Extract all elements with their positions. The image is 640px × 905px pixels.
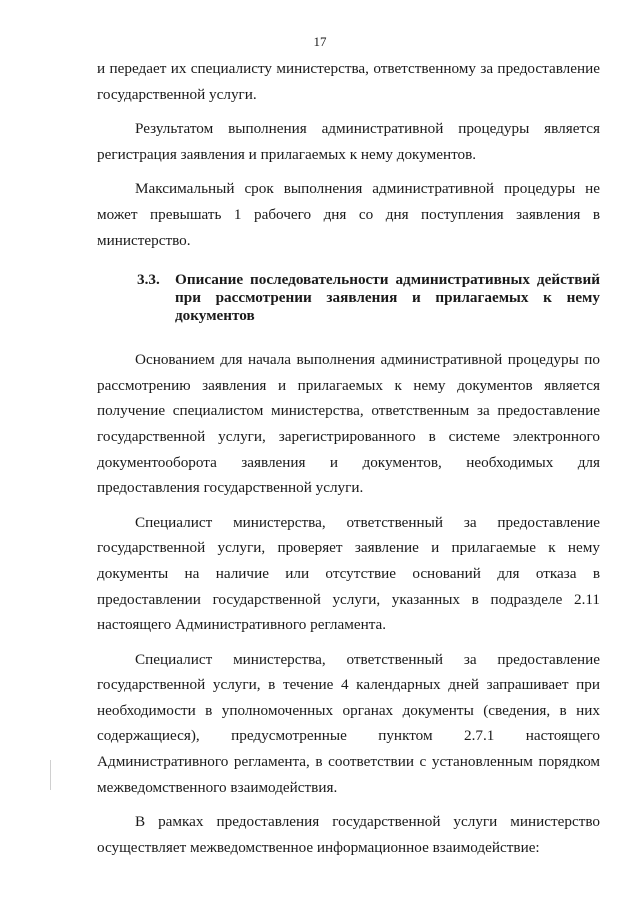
paragraph-7: В рамках предоставления государственной услуги министерство осуществляет межведомственное информационное взаимодействие: (97, 813, 600, 856)
section-heading (97, 271, 600, 325)
section-title: Описание последовательности административных действий при рассмотрении заявления и прилагаемых к нему документов (175, 271, 600, 325)
document-body (97, 56, 600, 869)
section-number: 3.3. (137, 271, 160, 289)
paragraph-6: Специалист министерства, ответственный за предоставление государственной услуги, в течение 4 календарных дней запрашивает при необходимости в уполномоченных органах документы (сведения, в них содержащиеся), предусмотренные пунктом 2.7.1 настоящего Административного регламента, в соответствии с установленным порядком межведомственного взаимодействия. (97, 650, 600, 796)
paragraph-4: Основанием для начала выполнения административной процедуры по рассмотрению заявления и прилагаемых к нему документов является получение специалистом министерства, ответственным за предоставление государственной услуги, зарегистрированного в системе электронного документооборота заявления и документов, необходимых для предоставления государственной услуги. (97, 351, 600, 497)
paragraph-3: Максимальный срок выполнения административной процедуры не может превышать 1 рабочего дня со дня поступления заявления в министерство. (97, 180, 600, 249)
scan-artifact-line (50, 760, 51, 790)
paragraph-1: и передает их специалисту министерства, ответственному за предоставление государственной услуги. (97, 60, 600, 103)
paragraph-5: Специалист министерства, ответственный за предоставление государственной услуги, проверяет заявление и прилагаемые к нему документы на наличие или отсутствие оснований для отказа в предоставлении государственной услуги, указанных в подразделе 2.11 настоящего Административного регламента. (97, 513, 600, 634)
page-number: 17 (313, 34, 327, 49)
paragraph-2: Результатом выполнения административной процедуры является регистрация заявления и прилагаемых к нему документов. (97, 120, 600, 163)
